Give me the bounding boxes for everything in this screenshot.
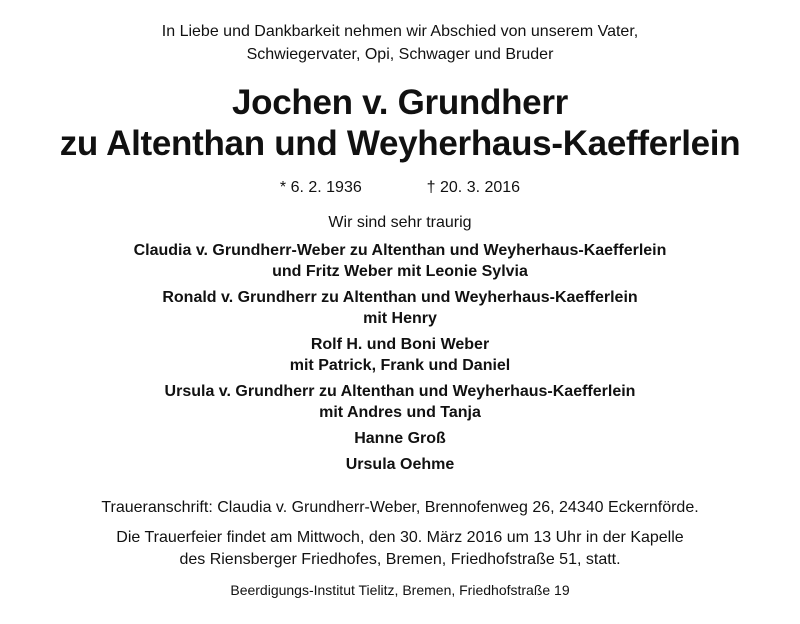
- mourner-line: mit Henry: [363, 310, 437, 327]
- deceased-name-line-2: zu Altenthan und Weyherhaus-Kaefferlein: [59, 124, 741, 163]
- mourner-line: Rolf H. und Boni Weber: [310, 336, 490, 353]
- mourner-group: [0, 454, 800, 475]
- mourner-group: [0, 381, 800, 423]
- life-dates: [0, 178, 800, 198]
- intro-text: [0, 20, 800, 66]
- mourner-line: Claudia v. Grundherr-Weber zu Altenthan und Weyherhaus-Kaefferlein: [133, 242, 667, 259]
- mourner-line: Ronald v. Grundherr zu Altenthan und Weyherhaus-Kaefferlein: [162, 289, 638, 306]
- intro-line-1: In Liebe und Dankbarkeit nehmen wir Abschied von unserem Vater,: [161, 23, 639, 40]
- mourner-group: [0, 287, 800, 329]
- death-date: † 20. 3. 2016: [426, 179, 521, 196]
- birth-date: * 6. 2. 1936: [279, 179, 362, 196]
- mourner-line: und Fritz Weber mit Leonie Sylvia: [272, 263, 528, 280]
- mourners-list: [0, 240, 800, 480]
- mourner-line: Ursula Oehme: [345, 456, 455, 473]
- mourner-group: [0, 240, 800, 282]
- mourner-line: Ursula v. Grundherr zu Altenthan und Weyherhaus-Kaefferlein: [164, 383, 636, 400]
- deceased-name: [0, 82, 800, 164]
- mourner-group: [0, 428, 800, 449]
- funeral-ceremony-info: [0, 527, 800, 571]
- deceased-name-line-1: Jochen v. Grundherr: [232, 83, 568, 122]
- mourner-group: [0, 334, 800, 376]
- ceremony-line-2: des Riensberger Friedhofes, Bremen, Friedhofstraße 51, statt.: [179, 551, 621, 568]
- funeral-institute: Beerdigungs-Institut Tielitz, Bremen, Friedhofstraße 19: [230, 582, 570, 598]
- mourner-line: Hanne Groß: [354, 430, 446, 447]
- mourning-address: Traueranschrift: Claudia v. Grundherr-Weber, Brennofenweg 26, 24340 Eckernförde.: [101, 499, 699, 516]
- intro-line-2: Schwiegervater, Opi, Schwager und Bruder: [246, 46, 554, 63]
- mourner-line: mit Andres und Tanja: [319, 404, 481, 421]
- ceremony-line-1: Die Trauerfeier findet am Mittwoch, den 30. März 2016 um 13 Uhr in der Kapelle: [116, 529, 684, 546]
- mourning-statement: Wir sind sehr traurig: [328, 214, 472, 231]
- mourner-line: mit Patrick, Frank und Daniel: [289, 357, 511, 374]
